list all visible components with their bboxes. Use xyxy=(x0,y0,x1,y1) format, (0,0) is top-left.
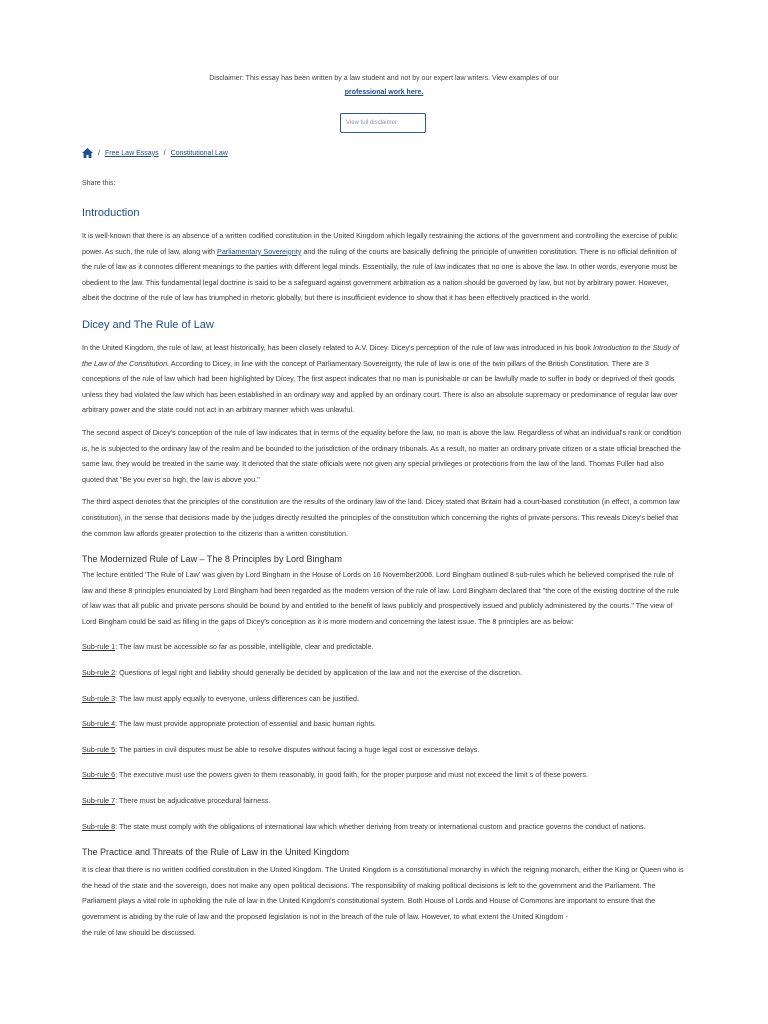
list-item: Sub-rule 8: The state must comply with the obligations of international law which whether deriving from treaty or international custom and practice governs the conduct of nations. xyxy=(82,821,646,831)
view-full-disclaimer-button[interactable]: View full disclaimer xyxy=(340,113,426,133)
disclaimer xyxy=(82,72,686,100)
disclaimer-text: Disclaimer: This essay has been written by a law student and not by our expert law writers. View examples of our xyxy=(209,75,559,82)
breadcrumb xyxy=(82,148,228,158)
article-content xyxy=(82,204,686,940)
paragraph-introduction: It is well-known that there is an absence of a written codified constitution in the United Kingdom which legally restraining the actions of the government and controlling the exercise of public power. As such, the rule of law, along with Parliamentary Sovereignty and the ruling of the courts are basically defining the principle of unwritten constitution. There is no official definition of the rule of law as it connotes different meanings to the parties with different legal minds. Essentially, the rule of law indicates that no one is above the law. In other words, everyone must be obedient to the law. This fundamental legal doctrine is said to be a safeguard against government arbitration as a nation should be governed by law, but not by arbitrary power. However, albeit the doctrine of the rule of law has triumphed in rhetoric globally, but there is insufficient evidence to show that it has been effectively practiced in the world. xyxy=(82,231,678,303)
subrules-list xyxy=(82,639,686,834)
list-item: Sub-rule 2: Questions of legal right and liability should generally be decided by application of the law and not the exercise of the discretion. xyxy=(82,668,522,678)
heading-dicey: Dicey and The Rule of Law xyxy=(82,318,214,331)
share-label: Share this: xyxy=(82,180,116,187)
list-item: Sub-rule 4: The law must provide appropriate protection of essential and basic human rights. xyxy=(82,719,376,729)
list-item: Sub-rule 6: The executive must use the powers given to them reasonably, in good faith, for the proper purpose and must not exceed the limit s of these powers. xyxy=(82,770,588,780)
list-item: Sub-rule 3: The law must apply equally to everyone, unless differences can be justified. xyxy=(82,693,360,703)
heading-bingham: The Modernized Rule of Law – The 8 Principles by Lord Bingham xyxy=(82,554,342,565)
breadcrumb-separator: / xyxy=(98,149,100,157)
paragraph-dicey-3: The third aspect denotes that the principles of the constitution are the results of the ordinary law of the land. Dicey stated that Britain had a court-based constitution (in effect, a common law constitution), in the sense that decisions made by the judges directly resulted the principles of the constitution which concerning the rights of private persons. This reveals Dicey's belief that the common law affords greater protection to the citizens than a written constitution. xyxy=(82,497,680,538)
professional-work-link[interactable]: professional work here. xyxy=(344,89,424,96)
paragraph-bingham: The lecture entitled 'The Rule of Law' was given by Lord Bingham in the House of Lords on 16 November2006. Lord Bingham outlined 8 sub-rules which he believed comprised the rule of law and these 8 principles enunciated by Lord Bingham had been regarded as the modern version of the rule of law. Lord Bingham declared that "the core of the existing doctrine of the rule of law was that all public and private persons should be bound by and entitled to the benefit of laws publicly and prospectively issued and publicly administered by the courts." The view of Lord Bingham could be said as filling in the gaps of Dicey's conception as it is more modern and concerning the latest issue. The 8 principles are as below: xyxy=(82,570,680,626)
heading-practice: The Practice and Threats of the Rule of Law in the United Kingdom xyxy=(82,847,349,858)
paragraph-practice-end: the rule of law should be discussed. xyxy=(82,927,196,937)
list-item: Sub-rule 5: The parties in civil disputes must be able to resolve disputes without facing a huge legal cost or excessive delays. xyxy=(82,744,480,754)
heading-introduction: Introduction xyxy=(82,207,140,219)
parliamentary-sovereignty-link[interactable]: Parliamentary Sovereignty xyxy=(217,246,302,256)
paragraph-practice: It is clear that there is no written codified constitution in the United Kingdom. The United Kingdom is a constitutional monarchy in which the reigning monarch, either the King or Queen who is the head of the state and the sovereign, does not make any open political decisions. The responsibility of making political decisions is left to the government and the Parliament. The Parliament plays a vital role in upholding the rule of law in the United Kingdom's constitutional system. Both House of Lords and House of Commons are important to ensure that the government is abiding by the rule of law and the proposed legislation is not in the breach of the rule of law. However, to what extent the United Kingdom - xyxy=(82,865,684,921)
list-item: Sub-rule 1: The law must be accessible so far as possible, intelligible, clear and predictable. xyxy=(82,642,374,652)
breadcrumb-constitutional-law[interactable]: Constitutional Law xyxy=(170,149,228,157)
breadcrumb-free-law-essays[interactable]: Free Law Essays xyxy=(104,149,159,157)
list-item: Sub-rule 7: There must be adjudicative procedural fairness. xyxy=(82,796,271,806)
paragraph-dicey-1: In the United Kingdom, the rule of law, at least historically, has been closely related to A.V. Dicey. Dicey's perception of the rule of law was introduced in his book Introduction to the Study of the Law of the Constitution. According to Dicey, in line with the concept of Parliamentary Sovereignty, the rule of law is one of the twin pillars of the British Constitution. There are 3 conceptions of the rule of law which had been highlighted by Dicey. The first aspect indicates that no man is punishable or can be lawfully made to suffer in body or deprived of their goods unless they had violated the law which has been established in an ordinary way and applied by an ordinary court. There is also an absolute supremacy or predominance of regular law over arbitrary power and the state could not act in an arbitrary manner which was unlawful. xyxy=(82,342,679,415)
paragraph-dicey-2: The second aspect of Dicey's conception of the rule of law indicates that in terms of the equality before the law, no man is above the law. Regardless of what an individual's rank or condition is, he is subjected to the ordinary law of the realm and be bounded to the jurisdiction of the ordinary tribunals. As a result, no matter an ordinary private citizen or a state official breached the same law, they would be treated in the same way. It denoted that the state officials were not given any special privileges or protections from the law of the land. Thomas Fuller had also quoted that "Be you ever so high, the law is above you." xyxy=(82,427,682,484)
home-icon[interactable] xyxy=(82,148,93,158)
breadcrumb-separator: / xyxy=(163,149,166,157)
